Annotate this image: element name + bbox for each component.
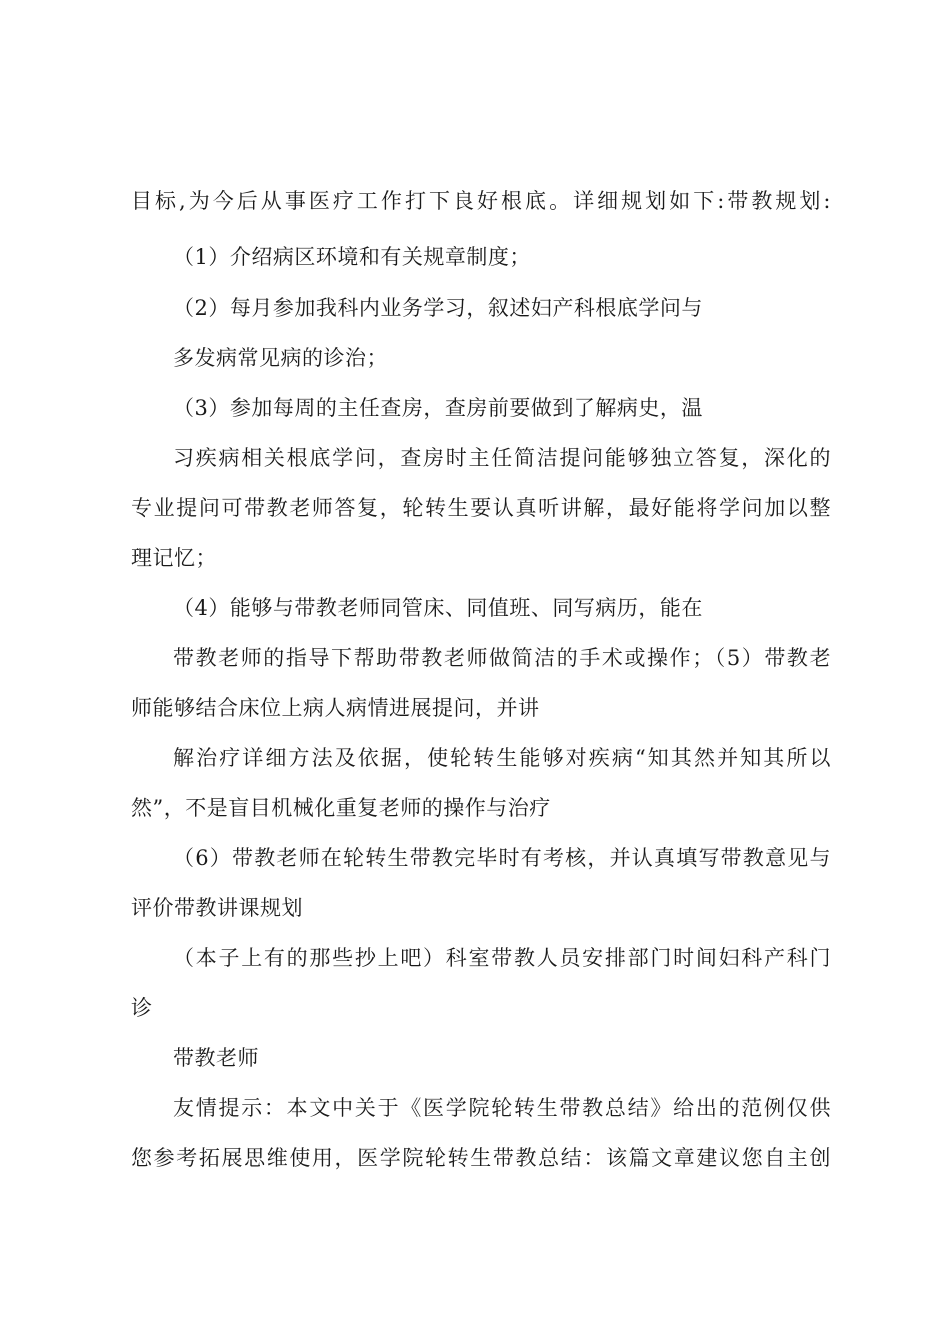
text-line: 专业提问可带教老师答复，轮转生要认真听讲解，最好能将学问加以整: [131, 496, 831, 520]
text-line: 然”，不是盲目机械化重复老师的操作与治疗: [131, 796, 551, 820]
text-line: 评价带教讲课规划: [131, 896, 303, 920]
text-line: （3）参加每周的主任查房，查房前要做到了解病史，温: [173, 396, 703, 420]
text-line: （本子上有的那些抄上吧）科室带教人员安排部门时间妇科产科门: [173, 946, 831, 970]
text-line: 习疾病相关根底学问，查房时主任简洁提问能够独立答复，深化的: [173, 446, 831, 470]
text-line: 诊: [131, 996, 153, 1020]
text-line: 解治疗详细方法及依据，使轮转生能够对疾病“知其然并知其所以: [173, 746, 831, 770]
text-line: （2）每月参加我科内业务学习，叙述妇产科根底学问与: [173, 296, 703, 320]
text-line: 带教老师: [173, 1046, 259, 1070]
text-line: 您参考拓展思维使用，医学院轮转生带教总结：该篇文章建议您自主创: [131, 1146, 831, 1170]
text-line: 友情提示：本文中关于《医学院轮转生带教总结》给出的范例仅供: [173, 1096, 831, 1120]
text-line: 目标,为今后从事医疗工作打下良好根底。详细规划如下:带教规划:: [131, 189, 831, 213]
text-line: 带教老师的指导下帮助带教老师做简洁的手术或操作；（5）带教老: [173, 646, 831, 670]
text-line: 师能够结合床位上病人病情进展提问，并讲: [131, 696, 540, 720]
text-line: （4）能够与带教老师同管床、同值班、同写病历，能在: [173, 596, 703, 620]
text-line: （6）带教老师在轮转生带教完毕时有考核，并认真填写带教意见与: [173, 846, 831, 870]
text-line: 理记忆；: [131, 546, 217, 570]
text-line: （1）介绍病区环境和有关规章制度；: [173, 245, 531, 269]
text-line: 多发病常见病的诊治；: [173, 346, 388, 370]
